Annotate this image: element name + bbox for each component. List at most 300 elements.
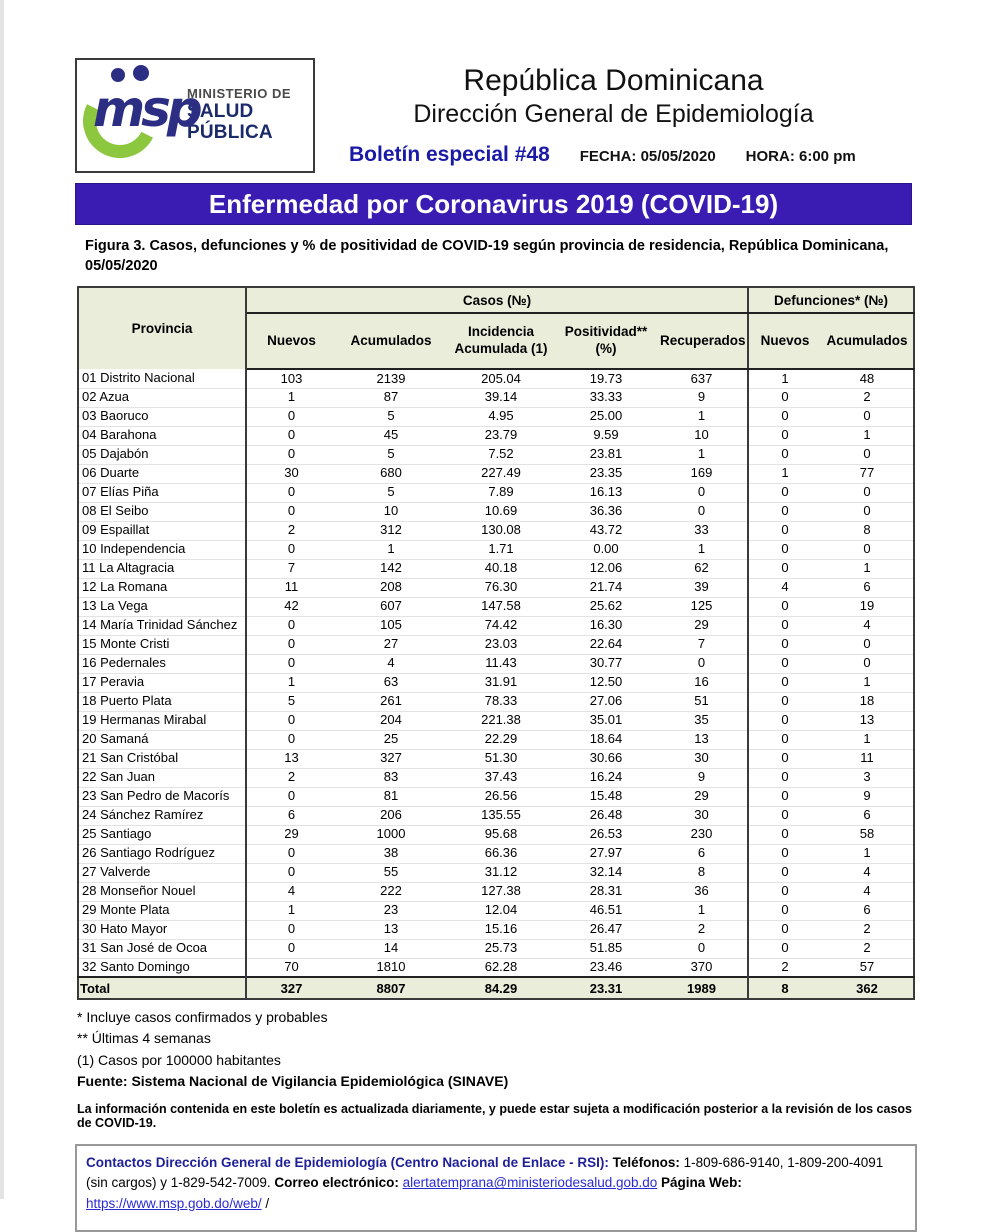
value-cell: 208 [336, 578, 446, 597]
disease-banner: Enfermedad por Coronavirus 2019 (COVID-19) [75, 183, 912, 225]
value-cell: 1 [246, 673, 336, 692]
value-cell: 0 [246, 502, 336, 521]
value-cell: 30 [656, 749, 748, 768]
value-cell: 0 [656, 654, 748, 673]
value-cell: 8 [821, 521, 914, 540]
value-cell: 5 [336, 407, 446, 426]
province-cell: 11 La Altagracia [78, 559, 246, 578]
value-cell: 10 [656, 426, 748, 445]
value-cell: 0 [748, 806, 821, 825]
value-cell: 51.30 [446, 749, 556, 768]
value-cell: 1 [246, 901, 336, 920]
value-cell: 4 [336, 654, 446, 673]
province-cell: 19 Hermanas Mirabal [78, 711, 246, 730]
table-row [78, 749, 914, 768]
column-header-def-acumulados: Acumulados [821, 313, 914, 369]
value-cell: 43.72 [556, 521, 656, 540]
table-row [78, 844, 914, 863]
value-cell: 63 [336, 673, 446, 692]
directorate-subtitle: Dirección General de Epidemiología [413, 100, 814, 128]
value-cell: 0 [821, 502, 914, 521]
value-cell: 62 [656, 559, 748, 578]
country-title: República Dominicana [463, 64, 764, 97]
contact-label: Contactos Dirección General de Epidemiología (Centro Nacional de Enlace - RSI): [86, 1155, 609, 1171]
table-row [78, 388, 914, 407]
province-cell: 32 Santo Domingo [78, 958, 246, 977]
value-cell: 39.14 [446, 388, 556, 407]
province-cell: 31 San José de Ocoa [78, 939, 246, 958]
value-cell: 0 [748, 521, 821, 540]
value-cell: 0 [748, 768, 821, 787]
source-note: Fuente: Sistema Nacional de Vigilancia Epidemiológica (SINAVE) [77, 1072, 509, 1089]
value-cell: 6 [246, 806, 336, 825]
value-cell: 5 [336, 483, 446, 502]
column-header-nuevos: Nuevos [246, 313, 336, 369]
province-cell: 04 Barahona [78, 426, 246, 445]
value-cell: 12.50 [556, 673, 656, 692]
province-cell: 27 Valverde [78, 863, 246, 882]
value-cell: 0 [821, 540, 914, 559]
province-cell: 09 Espaillat [78, 521, 246, 540]
table-row [78, 426, 914, 445]
column-header-incidencia: Incidencia Acumulada (1) [446, 313, 556, 369]
value-cell: 680 [336, 464, 446, 483]
province-cell: 01 Distrito Nacional [78, 369, 246, 388]
value-cell: 0 [656, 502, 748, 521]
province-cell: 20 Samaná [78, 730, 246, 749]
value-cell: 30.66 [556, 749, 656, 768]
value-cell: 0 [246, 730, 336, 749]
value-cell: 0 [246, 616, 336, 635]
logo-ministry-line2: SALUD PÚBLICA [187, 100, 273, 143]
value-cell: 13 [336, 920, 446, 939]
value-cell: 30 [656, 806, 748, 825]
value-cell: 87 [336, 388, 446, 407]
value-cell: 0 [748, 635, 821, 654]
value-cell: 16.13 [556, 483, 656, 502]
value-cell: 21.74 [556, 578, 656, 597]
table-row [78, 939, 914, 958]
table-row [78, 445, 914, 464]
value-cell: 1 [246, 388, 336, 407]
value-cell: 31.12 [446, 863, 556, 882]
value-cell: 81 [336, 787, 446, 806]
value-cell: 48 [821, 369, 914, 388]
value-cell: 29 [656, 787, 748, 806]
column-header-def-nuevos: Nuevos [748, 313, 821, 369]
table-row [78, 559, 914, 578]
table-row [78, 654, 914, 673]
value-cell: 147.58 [446, 597, 556, 616]
province-cell: 15 Monte Cristi [78, 635, 246, 654]
value-cell: 23.03 [446, 635, 556, 654]
value-cell: 26.56 [446, 787, 556, 806]
province-cell: 24 Sánchez Ramírez [78, 806, 246, 825]
value-cell: 6 [821, 578, 914, 597]
table-row [78, 540, 914, 559]
value-cell: 0 [246, 863, 336, 882]
value-cell: 26.47 [556, 920, 656, 939]
value-cell: 0 [821, 654, 914, 673]
value-cell: 312 [336, 521, 446, 540]
bulletin-time: HORA: 6:00 pm [745, 148, 856, 165]
value-cell: 16.24 [556, 768, 656, 787]
value-cell: 18 [821, 692, 914, 711]
value-cell: 58 [821, 825, 914, 844]
value-cell: 37.43 [446, 768, 556, 787]
value-cell: 8 [656, 863, 748, 882]
value-cell: 12.06 [556, 559, 656, 578]
province-cell: 08 El Seibo [78, 502, 246, 521]
table-header [78, 287, 914, 369]
table-row [78, 483, 914, 502]
province-cell: 25 Santiago [78, 825, 246, 844]
value-cell: 70 [246, 958, 336, 977]
value-cell: 14 [336, 939, 446, 958]
table-row [78, 863, 914, 882]
value-cell: 28.31 [556, 882, 656, 901]
value-cell: 18.64 [556, 730, 656, 749]
value-cell: 0 [748, 616, 821, 635]
value-cell: 0 [748, 540, 821, 559]
table-row [78, 787, 914, 806]
value-cell: 227.49 [446, 464, 556, 483]
value-cell: 23.81 [556, 445, 656, 464]
table-row [78, 806, 914, 825]
value-cell: 22.29 [446, 730, 556, 749]
value-cell: 4 [748, 578, 821, 597]
value-cell: 19 [821, 597, 914, 616]
value-cell: 83 [336, 768, 446, 787]
value-cell: 23.46 [556, 958, 656, 977]
email-link[interactable]: alertatemprana@ministeriodesalud.gob.do [402, 1175, 658, 1191]
value-cell: 30 [246, 464, 336, 483]
value-cell: 95.68 [446, 825, 556, 844]
province-cell: 12 La Romana [78, 578, 246, 597]
value-cell: 4 [821, 882, 914, 901]
table-row [78, 464, 914, 483]
value-cell: 3 [821, 768, 914, 787]
table-row [78, 958, 914, 977]
value-cell: 0 [748, 388, 821, 407]
bulletin-number: Boletín especial #48 [349, 143, 550, 166]
table-row [78, 673, 914, 692]
table-row [78, 616, 914, 635]
value-cell: 0 [748, 882, 821, 901]
value-cell: 11.43 [446, 654, 556, 673]
value-cell: 16.30 [556, 616, 656, 635]
value-cell: 0 [748, 692, 821, 711]
value-cell: 9.59 [556, 426, 656, 445]
value-cell: 10 [336, 502, 446, 521]
value-cell: 0 [748, 844, 821, 863]
value-cell: 27.97 [556, 844, 656, 863]
figure-caption: Figura 3. Casos, defunciones y % de positividad de COVID-19 según provincia de residencia, República Dominicana, 05/05/2020 [85, 238, 889, 274]
value-cell: 0.00 [556, 540, 656, 559]
table-row [78, 521, 914, 540]
logo-person-dot-icon [133, 65, 149, 81]
value-cell: 33 [656, 521, 748, 540]
total-recuperados: 1989 [656, 977, 748, 999]
value-cell: 23.35 [556, 464, 656, 483]
value-cell: 6 [821, 806, 914, 825]
email-label: Correo electrónico: [274, 1175, 399, 1191]
value-cell: 46.51 [556, 901, 656, 920]
value-cell: 0 [246, 426, 336, 445]
table-row [78, 711, 914, 730]
province-cell: 14 María Trinidad Sánchez [78, 616, 246, 635]
value-cell: 35.01 [556, 711, 656, 730]
province-cell: 26 Santiago Rodríguez [78, 844, 246, 863]
value-cell: 25.62 [556, 597, 656, 616]
value-cell: 0 [246, 844, 336, 863]
value-cell: 4.95 [446, 407, 556, 426]
province-cell: 03 Baoruco [78, 407, 246, 426]
footnote-habitantes: (1) Casos por 100000 habitantes [77, 1051, 281, 1068]
value-cell: 42 [246, 597, 336, 616]
value-cell: 6 [821, 901, 914, 920]
value-cell: 2 [821, 920, 914, 939]
value-cell: 77 [821, 464, 914, 483]
value-cell: 125 [656, 597, 748, 616]
total-label: Total [78, 977, 246, 999]
province-cell: 17 Peravia [78, 673, 246, 692]
value-cell: 0 [748, 559, 821, 578]
table-row [78, 901, 914, 920]
value-cell: 40.18 [446, 559, 556, 578]
value-cell: 0 [748, 825, 821, 844]
contact-box [75, 1144, 917, 1232]
value-cell: 29 [656, 616, 748, 635]
value-cell: 0 [748, 920, 821, 939]
total-acumulados: 8807 [336, 977, 446, 999]
value-cell: 1 [821, 426, 914, 445]
footnote-confirmados: * Incluye casos confirmados y probables [77, 1009, 328, 1026]
logo-ministry-line1: MINISTERIO DE [187, 86, 292, 102]
table-row [78, 578, 914, 597]
table-row [78, 407, 914, 426]
table-row [78, 920, 914, 939]
value-cell: 15.48 [556, 787, 656, 806]
value-cell: 74.42 [446, 616, 556, 635]
value-cell: 0 [748, 711, 821, 730]
value-cell: 25.73 [446, 939, 556, 958]
value-cell: 230 [656, 825, 748, 844]
value-cell: 35 [656, 711, 748, 730]
table-row [78, 825, 914, 844]
province-cell: 30 Hato Mayor [78, 920, 246, 939]
value-cell: 0 [246, 939, 336, 958]
trailing-slash: / [265, 1195, 270, 1211]
value-cell: 261 [336, 692, 446, 711]
footnote-semanas: ** Últimas 4 semanas [77, 1030, 211, 1047]
value-cell: 13 [246, 749, 336, 768]
value-cell: 0 [748, 426, 821, 445]
value-cell: 1.71 [446, 540, 556, 559]
value-cell: 0 [748, 654, 821, 673]
value-cell: 6 [656, 844, 748, 863]
value-cell: 51 [656, 692, 748, 711]
bulletin-meta-row [349, 143, 912, 167]
province-cell: 22 San Juan [78, 768, 246, 787]
province-cell: 21 San Cristóbal [78, 749, 246, 768]
province-cell: 10 Independencia [78, 540, 246, 559]
value-cell: 25 [336, 730, 446, 749]
value-cell: 135.55 [446, 806, 556, 825]
value-cell: 78.33 [446, 692, 556, 711]
province-cell: 07 Elías Piña [78, 483, 246, 502]
table-row [78, 768, 914, 787]
value-cell: 39 [656, 578, 748, 597]
value-cell: 57 [821, 958, 914, 977]
phone-extra: (sin cargos) y 1-829-542-7009. [86, 1175, 271, 1191]
value-cell: 0 [246, 920, 336, 939]
value-cell: 5 [246, 692, 336, 711]
bulletin-date: FECHA: 05/05/2020 [579, 148, 716, 165]
value-cell: 26.53 [556, 825, 656, 844]
value-cell: 105 [336, 616, 446, 635]
value-cell: 38 [336, 844, 446, 863]
footnotes [77, 1007, 912, 1092]
province-cell: 16 Pedernales [78, 654, 246, 673]
value-cell: 32.14 [556, 863, 656, 882]
value-cell: 1 [656, 445, 748, 464]
value-cell: 66.36 [446, 844, 556, 863]
value-cell: 1 [656, 407, 748, 426]
value-cell: 2 [246, 768, 336, 787]
table-row [78, 597, 914, 616]
value-cell: 0 [246, 654, 336, 673]
value-cell: 0 [748, 863, 821, 882]
value-cell: 9 [656, 768, 748, 787]
total-nuevos: 327 [246, 977, 336, 999]
value-cell: 2139 [336, 369, 446, 388]
value-cell: 2 [246, 521, 336, 540]
value-cell: 0 [748, 787, 821, 806]
province-cell: 02 Azua [78, 388, 246, 407]
value-cell: 0 [246, 407, 336, 426]
value-cell: 130.08 [446, 521, 556, 540]
value-cell: 23.79 [446, 426, 556, 445]
value-cell: 1 [748, 369, 821, 388]
value-cell: 0 [246, 540, 336, 559]
value-cell: 1 [336, 540, 446, 559]
group-header-casos: Casos (№) [246, 287, 748, 313]
value-cell: 205.04 [446, 369, 556, 388]
value-cell: 2 [821, 939, 914, 958]
value-cell: 27.06 [556, 692, 656, 711]
value-cell: 0 [821, 407, 914, 426]
value-cell: 1 [656, 540, 748, 559]
table-row [78, 369, 914, 388]
value-cell: 25.00 [556, 407, 656, 426]
website-link[interactable]: https://www.msp.gob.do/web/ [86, 1195, 262, 1211]
value-cell: 637 [656, 369, 748, 388]
value-cell: 103 [246, 369, 336, 388]
province-cell: 13 La Vega [78, 597, 246, 616]
header-titles [315, 58, 912, 167]
province-cell: 23 San Pedro de Macorís [78, 787, 246, 806]
table-row [78, 502, 914, 521]
value-cell: 0 [821, 483, 914, 502]
value-cell: 16 [656, 673, 748, 692]
province-cell: 29 Monte Plata [78, 901, 246, 920]
value-cell: 2 [656, 920, 748, 939]
value-cell: 222 [336, 882, 446, 901]
value-cell: 0 [748, 407, 821, 426]
value-cell: 36.36 [556, 502, 656, 521]
value-cell: 142 [336, 559, 446, 578]
group-header-defunciones: Defunciones* (№) [748, 287, 914, 313]
table-row [78, 635, 914, 654]
value-cell: 1 [656, 901, 748, 920]
value-cell: 11 [246, 578, 336, 597]
value-cell: 2 [748, 958, 821, 977]
msp-logo [75, 58, 315, 173]
update-disclaimer: La información contenida en este boletín es actualizada diariamente, y puede estar sujeta a modificación posterior a la revisión de los casos de COVID-19. [77, 1102, 912, 1131]
header [75, 58, 912, 173]
value-cell: 30.77 [556, 654, 656, 673]
value-cell: 206 [336, 806, 446, 825]
value-cell: 1 [821, 844, 914, 863]
value-cell: 10.69 [446, 502, 556, 521]
total-def-nuevos: 8 [748, 977, 821, 999]
value-cell: 12.04 [446, 901, 556, 920]
value-cell: 1 [821, 730, 914, 749]
total-positividad: 23.31 [556, 977, 656, 999]
value-cell: 36 [656, 882, 748, 901]
value-cell: 1000 [336, 825, 446, 844]
value-cell: 127.38 [446, 882, 556, 901]
value-cell: 4 [246, 882, 336, 901]
value-cell: 4 [821, 863, 914, 882]
province-cell: 05 Dajabón [78, 445, 246, 464]
scan-edge [0, 0, 4, 1199]
phones-label: Teléfonos: [612, 1155, 680, 1171]
value-cell: 370 [656, 958, 748, 977]
value-cell: 0 [821, 445, 914, 464]
value-cell: 33.33 [556, 388, 656, 407]
total-def-acumulados: 362 [821, 977, 914, 999]
value-cell: 22.64 [556, 635, 656, 654]
value-cell: 51.85 [556, 939, 656, 958]
value-cell: 1 [821, 559, 914, 578]
value-cell: 62.28 [446, 958, 556, 977]
value-cell: 9 [656, 388, 748, 407]
logo-ministry-name [185, 87, 313, 143]
value-cell: 0 [656, 939, 748, 958]
total-row [78, 977, 914, 999]
value-cell: 0 [246, 635, 336, 654]
total-incidencia: 84.29 [446, 977, 556, 999]
value-cell: 7.52 [446, 445, 556, 464]
value-cell: 0 [748, 483, 821, 502]
province-cell: 18 Puerto Plata [78, 692, 246, 711]
value-cell: 1 [748, 464, 821, 483]
value-cell: 0 [821, 635, 914, 654]
value-cell: 0 [748, 673, 821, 692]
value-cell: 607 [336, 597, 446, 616]
value-cell: 0 [246, 787, 336, 806]
value-cell: 169 [656, 464, 748, 483]
value-cell: 15.16 [446, 920, 556, 939]
value-cell: 327 [336, 749, 446, 768]
value-cell: 7.89 [446, 483, 556, 502]
value-cell: 0 [246, 711, 336, 730]
value-cell: 7 [656, 635, 748, 654]
value-cell: 29 [246, 825, 336, 844]
value-cell: 31.91 [446, 673, 556, 692]
